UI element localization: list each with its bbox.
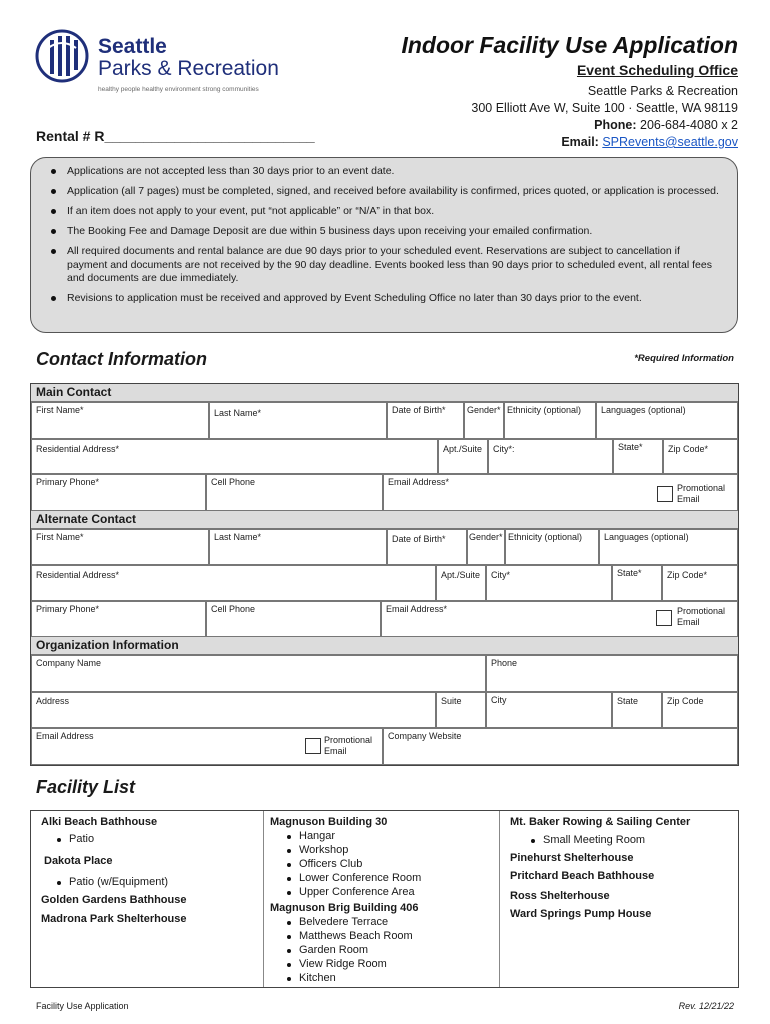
notice-item: Applications are not accepted less than 30 days prior to an event date. [45,165,723,179]
facility-heading: Mt. Baker Rowing & Sailing Center [510,816,691,828]
promo-label [677,606,725,628]
alt-zip-field[interactable] [662,565,738,601]
field-label: Email Address* [386,604,448,614]
org-promo-checkbox[interactable] [305,738,321,754]
main-languages-field[interactable] [596,402,738,439]
facility-item: Small Meeting Room [543,834,646,846]
promo-line-2: Email [677,494,700,504]
promo-label [324,735,372,757]
alt-ethnicity-field[interactable] [505,529,599,565]
facility-heading: Golden Gardens Bathhouse [41,894,187,906]
promo-line-2: Email [677,617,700,627]
notice-item: If an item does not apply to your event, put “not applicable” or “N/A” in that box. [45,205,723,219]
facility-item: Hangar [299,830,336,842]
field-label: First Name* [36,532,84,542]
facility-column-2 [264,811,500,987]
email-link[interactable]: SPRevents@seattle.gov [602,135,738,149]
field-label: Date of Birth* [392,534,446,544]
facility-item: Officers Club [299,858,363,870]
facility-list [30,810,739,988]
field-label: Gender* [467,405,501,415]
footer-revision: Rev. 12/21/22 [678,1001,734,1011]
email-line [561,135,738,149]
footer-title: Facility Use Application [36,1001,129,1011]
field-label: Gender* [469,532,503,542]
main-dob-field[interactable] [387,402,464,439]
field-label: Cell Phone [211,477,256,487]
field-label: Zip Code* [668,444,709,454]
address-line-1: Seattle Parks & Recreation [587,84,738,98]
phone-line [594,118,738,132]
facility-heading: Alki Beach Bathhouse [41,816,158,828]
email-label: Email: [561,135,599,149]
field-label: First Name* [36,405,84,415]
notice-item: Application (all 7 pages) must be completed, signed, and received before availability is confirmed, prices quoted, or application is processed. [45,185,723,199]
facility-heading: Pritchard Beach Bathhouse [510,870,655,882]
alt-first-name-field[interactable] [31,529,209,565]
field-label: Last Name* [214,408,262,418]
main-first-name-field[interactable] [31,402,209,439]
org-address-field[interactable] [31,692,436,728]
company-name-field[interactable] [31,655,486,692]
notice-item: The Booking Fee and Damage Deposit are due within 5 business days upon receiving your emailed confirmation. [45,225,723,239]
facility-heading: Ward Springs Pump House [510,908,652,920]
facility-item: Matthews Beach Room [299,930,413,942]
alt-last-name-field[interactable] [209,529,387,565]
main-apt-field[interactable] [438,439,488,474]
org-phone-field[interactable] [486,655,738,692]
org-zip-field[interactable] [662,692,738,728]
field-label: State* [617,568,642,578]
main-cell-phone-field[interactable] [206,474,383,511]
field-label: Residential Address* [36,444,120,454]
main-contact-header: Main Contact [31,384,738,402]
document-title: Indoor Facility Use Application [401,32,738,58]
field-label: Primary Phone* [36,604,100,614]
promo-line-1: Promotional [677,483,726,493]
facility-item: Patio (w/Equipment) [69,876,169,888]
org-city-field[interactable] [486,692,612,728]
field-label: Ethnicity (optional) [507,405,582,415]
facility-item: Belvedere Terrace [299,916,389,928]
alt-promo-checkbox[interactable] [656,610,672,626]
alt-cell-phone-field[interactable] [206,601,381,637]
alt-address-field[interactable] [31,565,436,601]
field-label: Company Website [388,731,462,741]
facility-item: View Ridge Room [299,958,387,970]
field-label: State* [618,442,643,452]
alt-gender-field[interactable] [467,529,505,565]
org-state-field[interactable] [612,692,662,728]
main-promo-checkbox[interactable] [657,486,673,502]
field-label: Zip Code* [667,570,708,580]
alt-primary-phone-field[interactable] [31,601,206,637]
field-label: Suite [441,696,462,706]
seattle-parks-logo-icon [34,28,90,84]
alt-city-field[interactable] [486,565,612,601]
org-name: Seattle [98,35,167,58]
alt-state-field[interactable] [612,565,662,601]
alt-languages-field[interactable] [599,529,738,565]
promo-line-1: Promotional [677,606,726,616]
contact-section-title: Contact Information [36,349,207,369]
facility-item: Kitchen [299,972,336,984]
contact-form [30,383,739,766]
notice-item: All required documents and rental balance are due 90 days prior to your scheduled event. Reservations are subject to cancellation if payment and documents are not received by the 90 day deadline. Events booked less than 90 days prior to scheduled event, all rental fees and documents are due immediately. [45,245,723,286]
facility-column-1 [31,811,264,987]
field-label: Zip Code [667,696,704,706]
alt-dob-field[interactable] [387,529,467,565]
facility-item: Lower Conference Room [299,872,422,884]
phone-number: 206-684-4080 x 2 [640,118,738,132]
alt-apt-field[interactable] [436,565,486,601]
org-tagline: healthy people healthy environment strong communities [98,86,259,93]
field-label: Residential Address* [36,570,120,580]
company-website-field[interactable] [383,728,738,765]
main-primary-phone-field[interactable] [31,474,206,511]
field-label: Primary Phone* [36,477,100,487]
facility-heading: Magnuson Brig Building 406 [270,902,419,914]
phone-label: Phone: [594,118,637,132]
facility-item: Upper Conference Area [299,886,415,898]
field-label: Apt./Suite [443,444,483,454]
field-label: Last Name* [214,532,262,542]
field-label: Email Address [36,731,94,741]
field-label: Date of Birth* [392,405,446,415]
notice-item: Revisions to application must be received and approved by Event Scheduling Office no later than 30 days prior to the event. [45,292,723,306]
field-label: Apt./Suite [441,570,481,580]
field-label: Cell Phone [211,604,256,614]
facility-item: Workshop [299,844,349,856]
field-label: Languages (optional) [604,532,689,542]
notice-box [30,157,738,333]
facility-heading: Madrona Park Shelterhouse [41,913,187,925]
main-ethnicity-field[interactable] [504,402,596,439]
org-suite-field[interactable] [436,692,486,728]
main-last-name-field[interactable] [209,402,387,439]
field-label: Ethnicity (optional) [508,532,583,542]
required-note: *Required Information [634,353,734,364]
facility-item: Patio [69,833,95,845]
org-info-header: Organization Information [31,637,738,655]
facility-heading: Ross Shelterhouse [510,890,610,902]
field-label: Address [36,696,70,706]
facility-heading: Dakota Place [44,855,113,867]
field-label: Phone [491,658,518,668]
promo-line-2: Email [324,746,347,756]
field-label: Languages (optional) [601,405,686,415]
facility-heading: Pinehurst Shelterhouse [510,852,634,864]
alt-contact-header: Alternate Contact [31,511,738,529]
promo-label [677,483,725,505]
facility-heading: Magnuson Building 30 [270,816,388,828]
field-label: State [617,696,639,706]
facility-item: Garden Room [299,944,369,956]
rental-number: Rental # R___________________________ [36,128,315,144]
main-city-field[interactable] [488,439,613,474]
field-label: City* [491,570,511,580]
field-label: City [491,695,507,705]
main-state-field[interactable] [613,439,663,474]
field-label: Company Name [36,658,102,668]
field-label: Email Address* [388,477,450,487]
facility-section-title: Facility List [36,777,136,797]
main-gender-field[interactable] [464,402,504,439]
address-line-2: 300 Elliott Ave W, Suite 100 · Seattle, WA 98119 [471,101,738,115]
main-zip-field[interactable] [663,439,738,474]
office-name: Event Scheduling Office [576,62,738,78]
facility-column-3 [500,811,738,987]
promo-line-1: Promotional [324,735,373,745]
main-address-field[interactable] [31,439,438,474]
org-subname: Parks & Recreation [98,57,279,80]
field-label: City*: [493,444,515,454]
